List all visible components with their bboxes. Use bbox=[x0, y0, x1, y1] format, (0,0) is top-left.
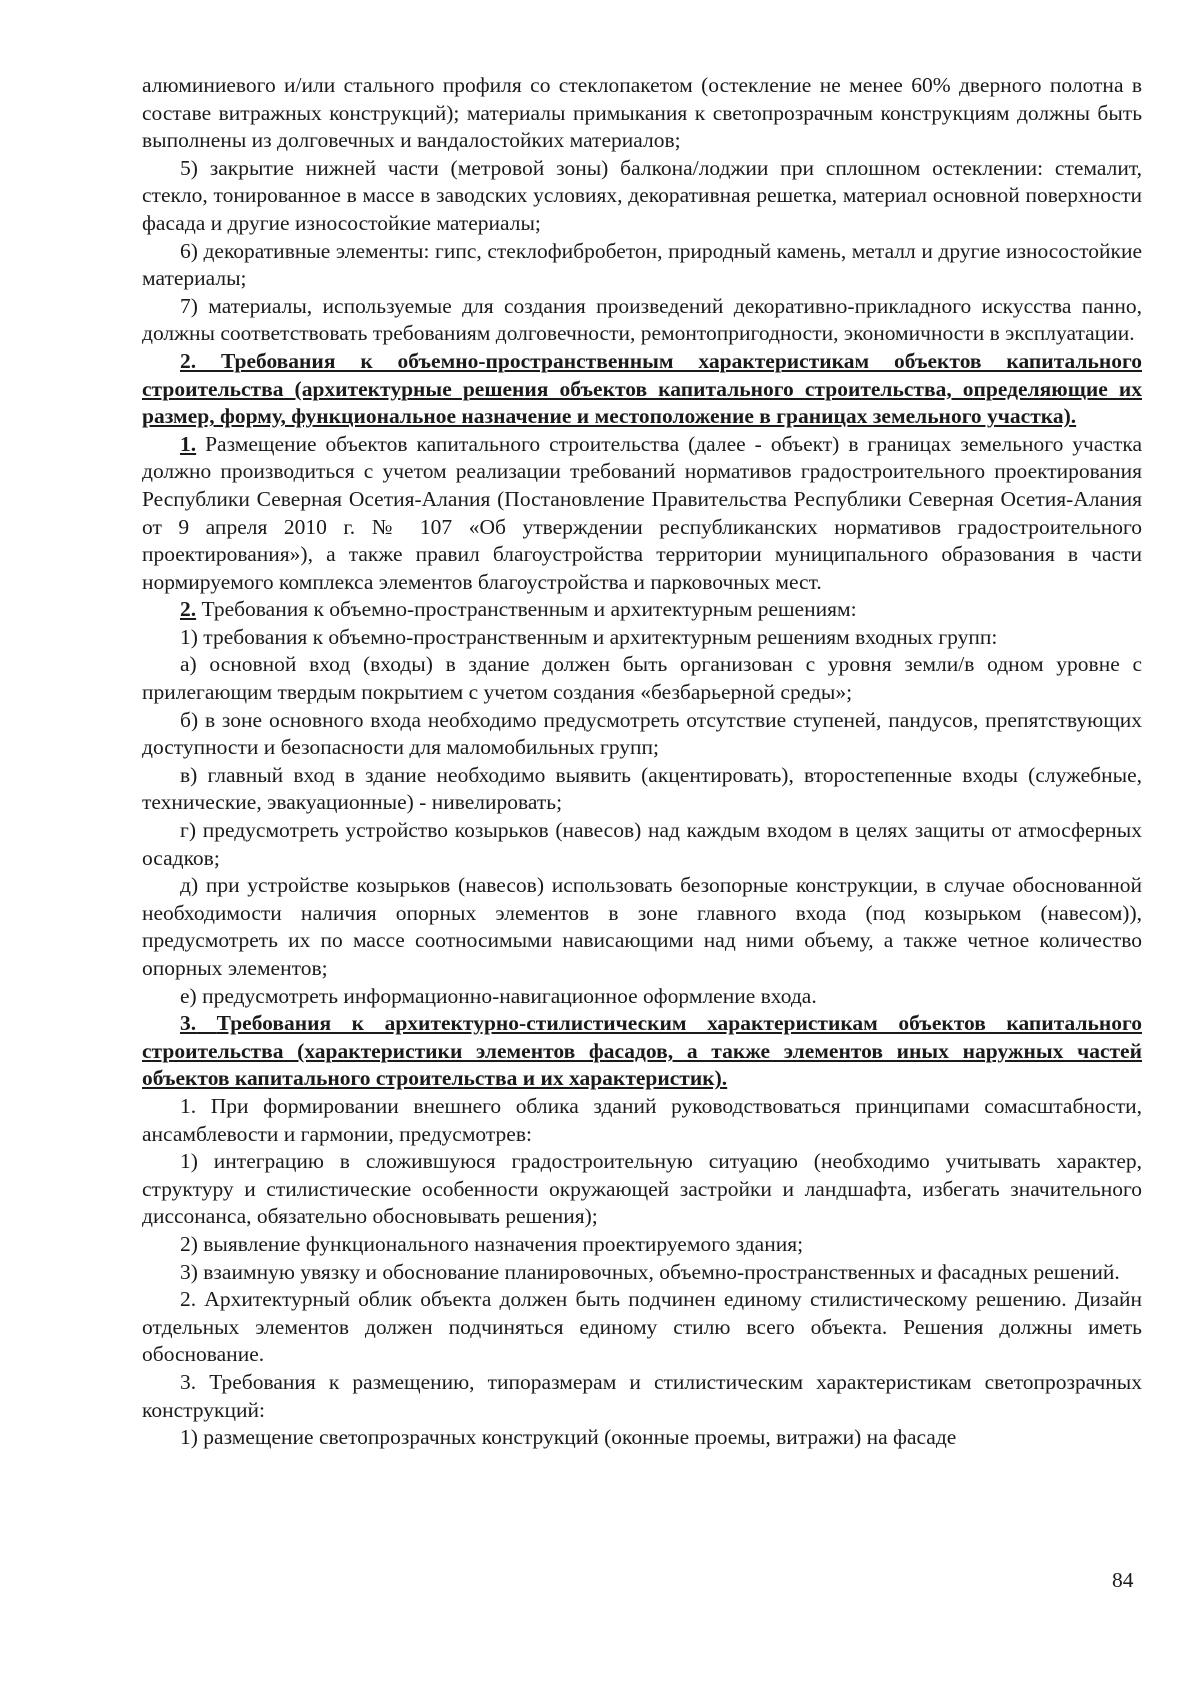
paragraph-item-e: е) предусмотреть информационно-навигационное оформление входа. bbox=[180, 983, 817, 1008]
paragraph-item-g: г) предусмотреть устройство козырьков (навесов) над каждым входом в целях защиты от атмосферных осадков; bbox=[142, 818, 1142, 870]
paragraph-item-d: д) при устройстве козырьков (навесов) использовать безопорные конструкции, в случае обоснованной необходимости наличия опорных элементов в зоне главного входа (под козырьком (навесом)), предусмотреть их по массе соотносимыми нависающими над ними объему, а также четное количество опорных элементов; bbox=[142, 873, 1142, 980]
section-3-heading-text: Требования к архитектурно-стилистическим характеристикам объектов капитального строительства (характеристики элементов фасадов, а также элементов иных наружных частей объектов капитального строительства и их характеристик). bbox=[142, 1011, 1142, 1091]
paragraph-item-v: в) главный вход в здание необходимо выявить (акцентировать), второстепенные входы (служебные, технические, эвакуационные) - нивелировать; bbox=[142, 762, 1142, 815]
document-page bbox=[142, 72, 1142, 1452]
paragraph-entrance-groups: 1) требования к объемно-пространственным и архитектурным решениям входных групп: bbox=[180, 624, 998, 649]
paragraph-item-a: а) основной вход (входы) в здание должен быть организован с уровня земли/в одном уровне с прилегающим твердым покрытием с учетом создания «безбарьерной среды»; bbox=[142, 652, 1142, 705]
paragraph-facade-1-1: 1) интеграцию в сложившуюся градостроительную ситуацию (необходимо учитывать характер, структуру и стилистические особенности окружающей застройки и ландшафта, избегать значительного диссонанса, обязательно обосновывать решения); bbox=[142, 1149, 1142, 1229]
paragraph-facade-2: 2. Архитектурный облик объекта должен быть подчинен единому стилистическому решению. Дизайн отдельных элементов должен подчиняться единому стилю всего объекта. Решения должны иметь обоснование. bbox=[142, 1287, 1142, 1367]
paragraph-requirements bbox=[142, 596, 1142, 624]
item-number: 2. bbox=[180, 597, 197, 622]
paragraph-requirements-text: Требования к объемно-пространственным и архитектурным решениям: bbox=[201, 597, 857, 622]
section-number: 3. bbox=[180, 1011, 197, 1036]
item-number: 1. bbox=[180, 431, 197, 456]
paragraph-item-b: б) в зоне основного входа необходимо предусмотреть отсутствие ступеней, пандусов, препятствующих доступности и безопасности для маломобильных групп; bbox=[142, 707, 1142, 760]
section-3-heading bbox=[142, 1010, 1142, 1093]
paragraph-facade-3-1: 1) размещение светопрозрачных конструкций (оконные проемы, витражи) на фасаде bbox=[180, 1425, 957, 1450]
paragraph-facade-1-3: 3) взаимную увязку и обоснование планировочных, объемно-пространственных и фасадных решений. bbox=[180, 1259, 1120, 1284]
paragraph-facade-3: 3. Требования к размещению, типоразмерам и стилистическим характеристикам светопрозрачных конструкций: bbox=[142, 1369, 1142, 1422]
paragraph-facade-1-2: 2) выявление функционального назначения проектируемого здания; bbox=[180, 1231, 804, 1256]
paragraph-continuation: алюминиевого и/или стального профиля со стеклопакетом (остекление не менее 60% дверного полотна в составе витражных конструкций); материалы примыкания к светопрозрачным конструкциям должны быть выполнены из долговечных и вандалостойких материалов; bbox=[142, 73, 1142, 153]
paragraph-placement bbox=[142, 431, 1142, 597]
paragraph-facade-1: 1. При формировании внешнего облика зданий руководствоваться принципами сомасштабности, ансамблевости и гармонии, предусмотрев: bbox=[142, 1093, 1142, 1146]
section-2-heading: 2. Требования к объемно-пространственным характеристикам объектов капитального строительства (архитектурные решения объектов капитального строительства, определяющие их размер, форму, функциональное назначение и местоположение в границах земельного участка). bbox=[142, 348, 1142, 429]
paragraph-item-7: 7) материалы, используемые для создания произведений декоративно-прикладного искусства панно, должны соответствовать требованиям долговечности, ремонтопригодности, экономичности в эксплуатации. bbox=[142, 293, 1142, 346]
paragraph-item-5: 5) закрытие нижней части (метровой зоны) балкона/лоджии при сплошном остеклении: стемалит, стекло, тонированное в массе в заводских условиях, декоративная решетка, материал основной поверхности фасада и другие износостойкие материалы; bbox=[142, 155, 1142, 235]
page-number: 84 bbox=[1112, 1568, 1134, 1592]
paragraph-placement-text: Размещение объектов капитального строительства (далее - объект) в границах земельного участка должно производиться с учетом реализации требований нормативов градостроительного проектирования Республики Северная Осетия-Алания (Постановление Правительства Республики Северная Осетия-Алания от 9 апреля 2010 г. № 107 «Об утверждении республиканских нормативов градостроительного проектирования»), а также правил благоустройства территории муниципального образования в части нормируемого комплекса элементов благоустройства и парковочных мест. bbox=[142, 431, 1143, 594]
paragraph-item-6: 6) декоративные элементы: гипс, стеклофибробетон, природный камень, металл и другие износостойкие материалы; bbox=[142, 238, 1142, 291]
